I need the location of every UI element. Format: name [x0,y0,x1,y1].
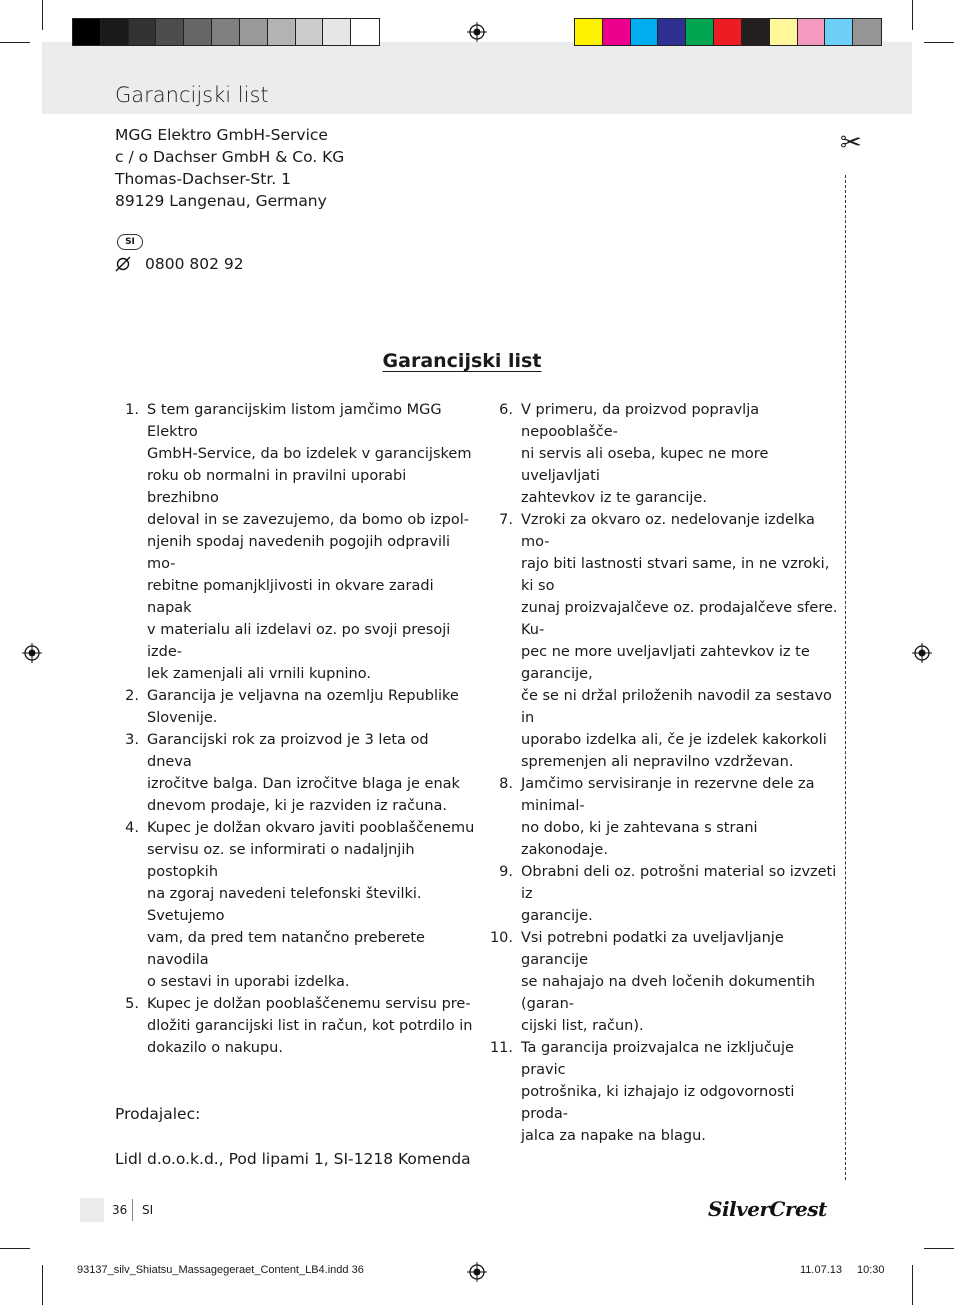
grayscale-color-bar [72,18,380,46]
term-line: če se ni držal priloženih navodil za sestavo in [521,688,832,726]
color-swatch [323,19,351,45]
process-color-bar [574,18,882,46]
color-swatch [101,19,129,45]
term-line: se nahajajo na dveh ločenih dokumentih (garan- [521,974,816,1012]
address-line: 89129 Langenau, Germany [115,192,327,210]
color-swatch [212,19,240,45]
crop-mark [0,42,30,43]
term-number: 3. [125,732,139,748]
term-line: zahtevkov iz te garancije. [521,490,707,506]
crop-mark [42,0,43,30]
term-number: 4. [125,820,139,836]
term-line: ni servis ali oseba, kupec ne more uveljavljati [521,446,769,484]
file-slug: 93137_silv_Shiatsu_Massagegeraet_Content_LB4.indd 36 [77,1264,364,1276]
color-swatch [184,19,212,45]
term-line: spremenjen ali nepravilno vzdrževan. [521,754,794,770]
term-line: Jamčimo servisiranje in rezervne dele za minimal- [521,776,815,814]
term-line: deloval in se zavezujemo, da bomo ob izpol- [147,512,470,528]
term-line: dnevom prodaje, ki je razviden iz računa. [147,798,448,814]
term-line: Kupec je dolžan okvaro javiti pooblaščenemu [147,820,475,836]
color-swatch [658,19,686,45]
term-number: 11. [489,1040,513,1056]
term-line: V primeru, da proizvod popravlja nepooblašče- [521,402,760,440]
seller-label: Prodajalec: [115,1105,201,1123]
color-swatch [686,19,714,45]
term-number: 6. [499,402,513,418]
term-line: uporabo izdelka ali, če je izdelek kakorkoli [521,732,827,748]
term-line: Garancija je veljavna na ozemlju Republike [147,688,459,704]
seller-value: Lidl d.o.o.k.d., Pod lipami 1, SI-1218 Komenda [115,1150,471,1168]
crop-mark [912,1265,913,1305]
term-item [115,399,475,685]
term-item [115,729,475,817]
term-number: 10. [489,930,513,946]
term-item [489,399,841,509]
service-address [115,124,344,212]
term-line: roku ob normalni in pravilni uporabi brezhibno [147,468,407,506]
term-line: na zgoraj navedeni telefonski številki. Svetujemo [147,886,422,924]
page-separator [132,1199,133,1221]
term-item [115,817,475,993]
term-line: Ta garancija proizvajalca ne izključuje pravic [521,1040,794,1078]
registration-mark-icon [912,643,932,663]
brand-logo: SilverCrest [708,1197,827,1221]
term-line: garancije. [521,908,593,924]
registration-mark-icon [467,22,487,42]
crop-mark [924,42,954,43]
term-line: servisu oz. se informirati o nadaljnjih postopkih [147,842,415,880]
page-number-box [80,1198,104,1222]
phone-number: 0800 802 92 [145,255,244,273]
crop-mark [924,1248,954,1249]
term-line: Obrabni deli oz. potrošni material so izvzeti iz [521,864,837,902]
color-swatch [575,19,603,45]
slug-date: 11.07.13 [800,1264,843,1276]
terms-right-column [489,399,841,1147]
color-swatch [825,19,853,45]
term-number: 5. [125,996,139,1012]
term-number: 8. [499,776,513,792]
term-line: vam, da pred tem natančno preberete navodila [147,930,425,968]
term-item [489,927,841,1037]
term-line: Vzroki za okvaro oz. nedelovanje izdelka mo- [521,512,815,550]
color-swatch [73,19,101,45]
color-swatch [603,19,631,45]
term-line: Garancijski rok za proizvod je 3 leta od dneva [147,732,429,770]
crop-mark [912,0,913,30]
term-number: 2. [125,688,139,704]
page-number: 36 [112,1203,128,1217]
term-line: izročitve balga. Dan izročitve blaga je enak [147,776,460,792]
color-swatch [296,19,324,45]
term-line: Vsi potrebni podatki za uveljavljanje garancije [521,930,784,968]
color-swatch [268,19,296,45]
term-line: lek zamenjali ali vrnili kupnino. [147,666,371,682]
address-line: Thomas-Dachser-Str. 1 [115,170,291,188]
country-badge: SI [117,234,143,250]
term-line: zunaj proizvajalčeve oz. prodajalčeve sfere. Ku- [521,600,838,638]
term-line: Slovenije. [147,710,218,726]
term-line: rajo biti lastnosti stvari same, in ne vzroki, ki so [521,556,830,594]
color-swatch [156,19,184,45]
registration-mark-icon [22,643,42,663]
term-line: jalca za napake na blagu. [521,1128,706,1144]
color-swatch [853,19,881,45]
term-line: dložiti garancijski list in račun, kot potrdilo in [147,1018,473,1034]
term-line: njenih spodaj navedenih pogojih odpravili mo- [147,534,451,572]
color-swatch [742,19,770,45]
term-line: potrošnika, ki izhajajo iz odgovornosti proda- [521,1084,795,1122]
color-swatch [351,19,379,45]
section-title-text: Garancijski list [382,350,542,372]
color-swatch [129,19,157,45]
page-title: Garancijski list [115,83,269,107]
term-line: cijski list, račun). [521,1018,644,1034]
color-swatch [798,19,826,45]
crop-mark [42,1265,43,1305]
phone-slash-icon [115,256,131,272]
scissors-icon: ✂ [840,128,862,158]
term-line: GmbH-Service, da bo izdelek v garancijskem [147,446,472,462]
color-swatch [714,19,742,45]
term-item [489,509,841,773]
term-item [489,773,841,861]
page-language: SI [142,1203,154,1217]
color-swatch [770,19,798,45]
slug-time: 10:30 [857,1264,885,1276]
term-item [489,1037,841,1147]
phone-row [115,255,244,273]
term-line: S tem garancijskim listom jamčimo MGG Elektro [147,402,442,440]
term-line: Kupec je dolžan pooblaščenemu servisu pre- [147,996,471,1012]
term-number: 1. [125,402,139,418]
address-line: MGG Elektro GmbH-Service [115,126,328,144]
cut-line [845,175,846,1180]
term-line: o sestavi in uporabi izdelka. [147,974,350,990]
term-line: pec ne more uveljavljati zahtevkov iz te garancije, [521,644,810,682]
address-line: c / o Dachser GmbH & Co. KG [115,148,345,166]
crop-mark [0,1248,30,1249]
term-item [489,861,841,927]
term-line: no dobo, ki je zahtevana s strani zakonodaje. [521,820,758,858]
color-swatch [631,19,659,45]
registration-mark-icon [467,1262,487,1282]
term-number: 9. [499,864,513,880]
term-item [115,685,475,729]
term-line: rebitne pomanjkljivosti in okvare zaradi napak [147,578,434,616]
term-item [115,993,475,1059]
terms-left-column [115,399,475,1059]
term-line: v materialu ali izdelavi oz. po svoji presoji izde- [147,622,451,660]
section-title [0,350,924,372]
term-number: 7. [499,512,513,528]
term-line: dokazilo o nakupu. [147,1040,283,1056]
color-swatch [240,19,268,45]
